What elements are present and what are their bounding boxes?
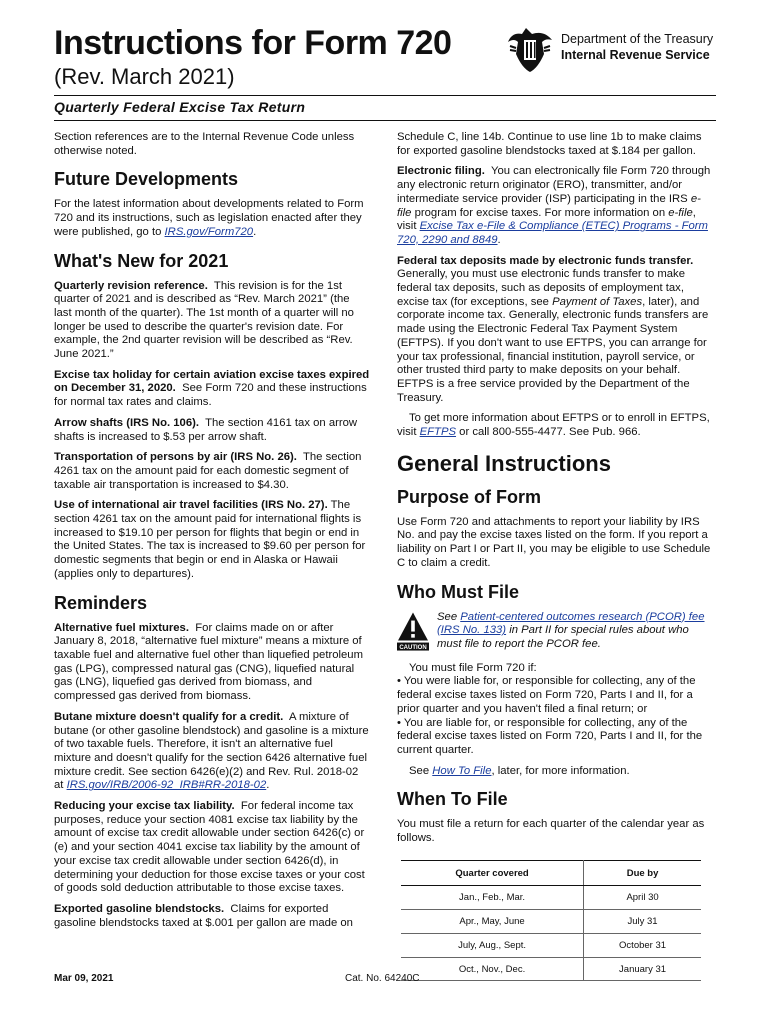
reducing-paragraph — [54, 800, 370, 896]
table-row — [401, 886, 701, 910]
exported-text: Claims for exported gasoline blendstocks taxed at $.001 per gallon are made on — [54, 902, 353, 929]
arrow-shafts-label: Arrow shafts (IRS No. 106). — [54, 416, 200, 429]
transport-paragraph — [54, 451, 370, 492]
deposits-text-1: Generally, you must use electronic funds transfer to make federal tax deposits, such as deposits of employment tax, excise tax (for exceptions, see — [397, 268, 685, 308]
exported-paragraph — [54, 903, 370, 930]
form720-link[interactable]: IRS.gov/Form720 — [164, 225, 254, 238]
must-file-bullet-1 — [397, 675, 713, 716]
table-header-row — [401, 860, 701, 886]
who-must-file-heading: Who Must File — [397, 581, 519, 602]
quarter-cell: Apr., May, June — [401, 910, 584, 934]
document-subtitle: Quarterly Federal Excise Tax Return — [54, 99, 306, 115]
holiday-label: Excise tax holiday for certain aviation excise taxes expired on December 31, 2020. — [54, 368, 370, 395]
future-developments-text: For the latest information about developments related to Form 720 and its instructions, such as legislation enacted after they were published, go to IRS.gov/Form720. — [54, 198, 364, 238]
must-file-intro: You must file Form 720 if: — [409, 661, 537, 674]
etec-link[interactable]: Excise Tax e-File & Compliance (ETEC) Programs - Form 720, 2290 and 8849 — [397, 220, 708, 246]
reducing-label: Reducing your excise tax liability. — [54, 800, 235, 813]
future-text: For the latest information about developments related to Form 720 and its instructions, such as legislation enacted after they were published, go to — [54, 198, 364, 238]
pcor-link[interactable]: Patient-centered outcomes research (PCOR) fee (IRS No. 133) — [437, 610, 705, 637]
exported-label: Exported gasoline blendstocks. — [54, 902, 225, 915]
transport-label: Transportation of persons by air (IRS No. 26). — [54, 451, 297, 464]
arrow-shafts-text: The section 4161 tax on arrow shafts is increased to $.53 per arrow shaft. — [54, 416, 358, 443]
quarterly-revision-label: Quarterly revision reference. — [54, 279, 208, 292]
agency-irs: Internal Revenue Service — [561, 48, 710, 62]
electronic-filing-label: Electronic filing. — [397, 165, 485, 178]
due-by-header: Due by — [584, 860, 701, 886]
deposits-text-2: , later), and corporate income tax. Generally, electronic funds transfers are made using the Electronic Federal Tax Payment System (EFTPS). If you don't want to use EFTPS, you can arrange for your tax professional, financial institution, payroll service, or other trusted third party to make deposits on your behalf. EFTPS is a free service provided by the Department of the Treasury. — [397, 295, 709, 404]
alt-fuel-paragraph — [54, 622, 370, 704]
bullet-icon: • — [397, 716, 401, 729]
intl-travel-label: Use of international air travel facilities (IRS No. 27). — [54, 499, 328, 512]
revision-date: (Rev. March 2021) — [54, 64, 235, 89]
caution-text — [437, 611, 713, 652]
footer-date: Mar 09, 2021 — [54, 973, 114, 984]
header-rule-bottom — [54, 120, 716, 121]
due-dates-table — [401, 860, 701, 982]
efile-term: e-file — [397, 192, 701, 219]
bullet-1-text: You were liable for, or responsible for collecting, any of the federal excise taxes listed on Form 720, Parts I and II, for a prior quarter and you haven't filed a final return; or — [397, 675, 696, 715]
due-cell: July 31 — [584, 910, 701, 934]
eftps-text-2: or call 800-555-4477. See Pub. 966. — [459, 426, 641, 439]
intl-travel-text: The section 4261 tax on the amount paid for international flights is increased to $19.10 per person for flights that begin or end in the United States. The tax is increased to $9.60 per person for domestic segments that begin or end in Alaska or Hawaii (applies only to departures). — [54, 499, 366, 580]
butane-paragraph: Butane mixture doesn't qualify for a credit. A mixture of butane (or other gasoline blendstock) and gasoline is a mixture of two taxable fuels. Therefore, it isn't an alternative fuel mixture and doesn't qualify for the section 6426 alternative fuel mixture credit. See section 6426(e)(2) and Rev. Rul. 2018-02 at IRS.gov/IRB/2006-92_IRB#RR-2018-02. — [54, 710, 369, 792]
when-to-file-text: You must file a return for each quarter of the calendar year as follows. — [397, 818, 705, 845]
agency-block — [561, 31, 713, 63]
due-cell: January 31 — [584, 957, 701, 981]
deposits-label: Federal tax deposits made by electronic funds transfer. — [397, 254, 694, 267]
efiling-text-2: program for excise taxes. For more information on — [414, 206, 666, 219]
quarterly-revision-paragraph — [54, 280, 370, 362]
right-column — [397, 131, 713, 981]
butane-label: Butane mixture doesn't qualify for a credit. — [54, 710, 284, 723]
eftps-paragraph — [397, 412, 713, 439]
butane-text: A mixture of butane (or other gasoline blendstock) and gasoline is a mixture of two taxable fuels. Therefore, it isn't an alternative fuel mixture and doesn't qualify for the section 6426 alternative fuel mixture credit. See section 6426(e)(2) and Rev. Rul. 2018-02 at — [54, 710, 369, 792]
irb-link[interactable]: IRS.gov/IRB/2006-92_IRB#RR-2018-02 — [66, 779, 267, 792]
due-cell: October 31 — [584, 933, 701, 957]
quarter-cell: Jan., Feb., Mar. — [401, 886, 584, 910]
table-row — [401, 910, 701, 934]
eftps-text-1: To get more information about EFTPS or to enroll in EFTPS, visit — [397, 412, 710, 439]
due-cell: April 30 — [584, 886, 701, 910]
table-row — [401, 957, 701, 981]
document-title: Instructions for Form 720 — [54, 24, 452, 62]
intro-text: Section references are to the Internal Revenue Code unless otherwise noted. — [54, 131, 355, 157]
how-to-file-link[interactable]: How To File — [432, 764, 492, 777]
caution-see: See — [437, 610, 458, 623]
see-text-1: See — [409, 764, 430, 777]
caution-icon — [397, 611, 429, 652]
alt-fuel-label: Alternative fuel mixtures. — [54, 621, 189, 634]
holiday-paragraph — [54, 369, 370, 410]
intl-travel-paragraph — [54, 499, 370, 581]
bullet-icon: • — [397, 675, 401, 688]
caution-label: CAUTION — [399, 644, 427, 651]
holiday-text: See Form 720 and these instructions for normal tax rates and claims. — [54, 382, 367, 409]
transport-text: The section 4261 tax on the amount paid for each domestic segment of taxable air transportation is increased to $4.30. — [54, 451, 362, 491]
efiling-text-3: , visit — [397, 206, 696, 233]
efiling-text-1: You can electronically file Form 720 through any electronic return originator (ERO), transmitter, and/or intermediate service provider (ISP) participating in the IRS — [397, 165, 711, 205]
when-to-file-heading: When To File — [397, 789, 508, 810]
see-text-2: , later, for more information. — [491, 764, 630, 777]
reducing-text: For federal income tax purposes, reduce your section 4081 excise tax liability by the amount of excise tax credit allowable under section 6426(c) or (e) and your section 4041 excise tax liability by the amount of your excise tax credit allowable under section 6426(d), in determining your deduction for those excise taxes or your cost of goods sold deduction attributable to those excise taxes. — [54, 800, 365, 895]
purpose-text: Use Form 720 and attachments to report your liability by IRS No. and pay the excise taxes listed on the form. If you report a liability on Part I or Part II, you may be eligible to use Schedule C to claim a credit. — [397, 515, 711, 569]
eftps-link[interactable]: EFTPS — [419, 426, 457, 439]
caution-box — [397, 611, 713, 652]
future-developments-heading: Future Developments — [54, 169, 239, 190]
whats-new-heading: What's New for 2021 — [54, 250, 229, 271]
payment-of-taxes-ref: Payment of Taxes — [552, 295, 643, 308]
electronic-filing-paragraph: Electronic filing. You can electronically file Form 720 through any electronic return originator (ERO), transmitter, and/or intermediate service provider (ISP) participating in the IRS e-file program for excise taxes. For more information on e-file, visit Excise Tax e-File & Compliance (ETEC) Programs - Form 720, 2290 and 8849. — [397, 165, 711, 246]
deposits-paragraph — [397, 255, 713, 406]
quarter-cell: Oct., Nov., Dec. — [401, 957, 584, 981]
general-instructions-heading: General Instructions — [397, 450, 611, 476]
arrow-shafts-paragraph — [54, 417, 370, 444]
quarter-covered-header: Quarter covered — [401, 860, 584, 886]
reminders-heading: Reminders — [54, 592, 148, 613]
see-how-to-file — [397, 765, 713, 779]
bullet-2-text: You are liable for, or responsible for collecting, any of the federal excise taxes listed on Form 720, Parts I and II, for the current quarter. — [397, 716, 703, 756]
irs-eagle-logo — [504, 24, 556, 76]
left-column — [54, 131, 370, 937]
alt-fuel-text: For claims made on or after January 8, 2018, “alternative fuel mixture” means a mixture of taxable fuel and alternative fuel other than liquefied petroleum gas (LPG), compressed natural gas (CNG), liquefied natural gas (LNG), liquefied gas derived from biomass, and compressed gas derived from biomass. — [54, 621, 363, 703]
agency-department: Department of the Treasury — [561, 32, 714, 46]
header-rule-top — [54, 95, 716, 96]
table-row — [401, 933, 701, 957]
caution-rest: in Part II for special rules about who must file to report the PCOR fee. — [437, 624, 689, 650]
quarterly-revision-text: This revision is for the 1st quarter of 2021 and is described as “Rev. March 2021” (the last month of the quarter). The 1st month of a quarter will no longer be used to describe the quarter's revision date. For example, the 2nd quarter revision will be described as “Rev. June 2021.” — [54, 279, 354, 361]
must-file-bullet-2 — [397, 717, 713, 758]
schedule-c-text: Schedule C, line 14b. Continue to use line 1b to make claims for exported gasoline blendstocks taxed at $.184 per gallon. — [397, 131, 702, 157]
quarter-cell: July, Aug., Sept. — [401, 933, 584, 957]
efile-term-2: e-file — [668, 206, 693, 219]
catalog-number: Cat. No. 64240C — [345, 973, 420, 984]
purpose-heading: Purpose of Form — [397, 486, 542, 507]
